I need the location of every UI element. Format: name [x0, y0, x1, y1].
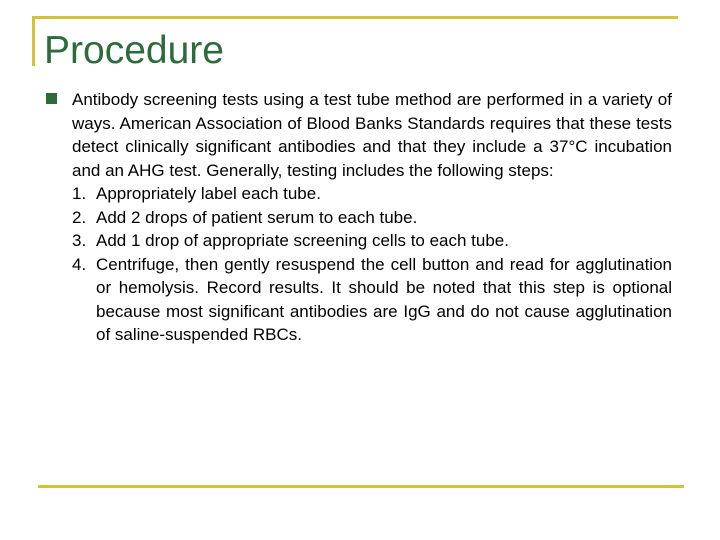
square-bullet-icon [46, 93, 57, 104]
step-text: Centrifuge, then gently resuspend the cell button and read for agglutination or hemolysis. Record results. It should be noted that this step is optional because most significant antibodies are IgG and do not cause agglutination of saline-suspended RBCs. [96, 254, 672, 344]
step-number: 4. [72, 254, 87, 274]
slide-title: Procedure [44, 29, 224, 72]
step-number: 1. [72, 184, 87, 203]
bottom-border-rule [38, 485, 684, 488]
list-item [72, 253, 672, 347]
steps-list [72, 182, 672, 347]
list-item [72, 182, 672, 206]
intro-paragraph: Antibody screening tests using a test tube method are performed in a variety of ways. American Association of Blood Banks Standards requires that these tests detect clinically significant antibodies and that they include a 37°C incubation and an AHG test. Generally, testing includes the following steps: [72, 90, 672, 180]
step-number: 2. [72, 207, 87, 227]
left-border-rule [32, 16, 35, 66]
list-item [72, 229, 672, 253]
step-number: 3. [72, 231, 87, 250]
step-text: Add 2 drops of patient serum to each tube. [96, 207, 418, 227]
slide-body [72, 88, 672, 347]
step-text: Add 1 drop of appropriate screening cells to each tube. [96, 231, 509, 250]
list-item [72, 206, 672, 230]
top-border-rule [32, 16, 678, 19]
step-text: Appropriately label each tube. [96, 184, 321, 203]
